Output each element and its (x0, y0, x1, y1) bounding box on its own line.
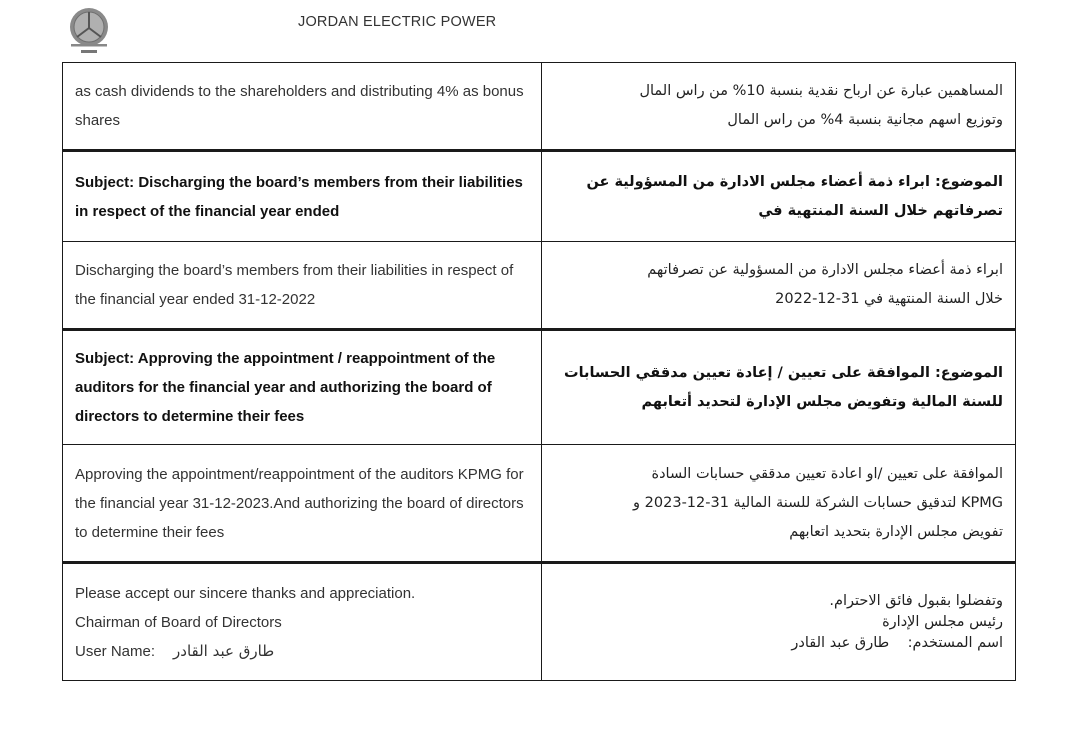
resolutions-table (62, 62, 1016, 681)
cell-ar-subject-auditors (542, 330, 1016, 445)
ar-line: تصرفاتهم خلال السنة المنتهية في (758, 202, 1003, 219)
cell-en-dividends: as cash dividends to the shareholders and distributing 4% as bonus shares (63, 63, 542, 151)
cell-ar-closing (542, 563, 1016, 681)
user-name-value: طارق عبد القادر (173, 641, 275, 660)
user-name-line (75, 637, 529, 666)
company-logo (66, 6, 112, 56)
cell-en-subject-auditors: Subject: Approving the appointment / reappointment of the auditors for the financial year and authorizing the board of directors to determine their fees (63, 330, 542, 445)
cell-ar-auditors (542, 445, 1016, 563)
table-row-dividends (63, 63, 1016, 151)
ar-line: وتفضلوا بقبول فائق الاحترام. (829, 592, 1003, 609)
ar-line: الموضوع: ابراء ذمة أعضاء مجلس الادارة من المسؤولية عن (586, 173, 1003, 190)
table-row-auditors (63, 445, 1016, 563)
closing-title: Chairman of Board of Directors (75, 613, 282, 631)
ar-line: رئيس مجلس الإدارة (882, 613, 1003, 630)
user-name-label: User Name: (75, 642, 156, 660)
ar-line: KPMG لتدقيق حسابات الشركة للسنة المالية 31-12-2023 و (633, 494, 1003, 511)
ar-line: المساهمين عبارة عن ارباح نقدية بنسبة 10% من راس المال (639, 83, 1003, 99)
ar-line: تفويض مجلس الإدارة بتحديد اتعابهم (789, 523, 1003, 540)
closing-thanks: Please accept our sincere thanks and appreciation. (75, 584, 416, 602)
ar-line: الموافقة على تعيين /او اعادة تعيين مدققي حسابات السادة (651, 465, 1003, 482)
table-row-subject-discharge (63, 151, 1016, 242)
company-name: JORDAN ELECTRIC POWER (298, 14, 497, 30)
table-row-closing (63, 563, 1016, 681)
ar-line: خلال السنة المنتهية في 31-12-2022 (775, 291, 1003, 307)
cell-en-closing (63, 563, 542, 681)
ar-line: للسنة المالية وتفويض مجلس الإدارة لتحديد أتعابهم (641, 393, 1003, 410)
cell-en-discharge: Discharging the board’s members from their liabilities in respect of the financial year ended 31-12-2022 (63, 242, 542, 330)
cell-en-auditors: Approving the appointment/reappointment of the auditors KPMG for the financial year 31-12-2023.And authorizing the board of directors to determine their fees (63, 445, 542, 563)
ar-line: الموضوع: الموافقة على تعيين / إعادة تعيين مدققي الحسابات (564, 364, 1003, 381)
ar-line: وتوزيع اسهم مجانية بنسبة 4% من راس المال (727, 112, 1003, 128)
cell-ar-discharge (542, 242, 1016, 330)
cell-ar-subject-discharge (542, 151, 1016, 242)
ar-line: اسم المستخدم: طارق عبد القادر (791, 634, 1003, 651)
table-row-discharge (63, 242, 1016, 330)
ar-line: ابراء ذمة أعضاء مجلس الادارة من المسؤولية عن تصرفاتهم (647, 262, 1003, 278)
cell-en-subject-discharge: Subject: Discharging the board’s members from their liabilities in respect of the financial year ended (63, 151, 542, 242)
cell-ar-dividends (542, 63, 1016, 151)
table-row-subject-auditors (63, 330, 1016, 445)
